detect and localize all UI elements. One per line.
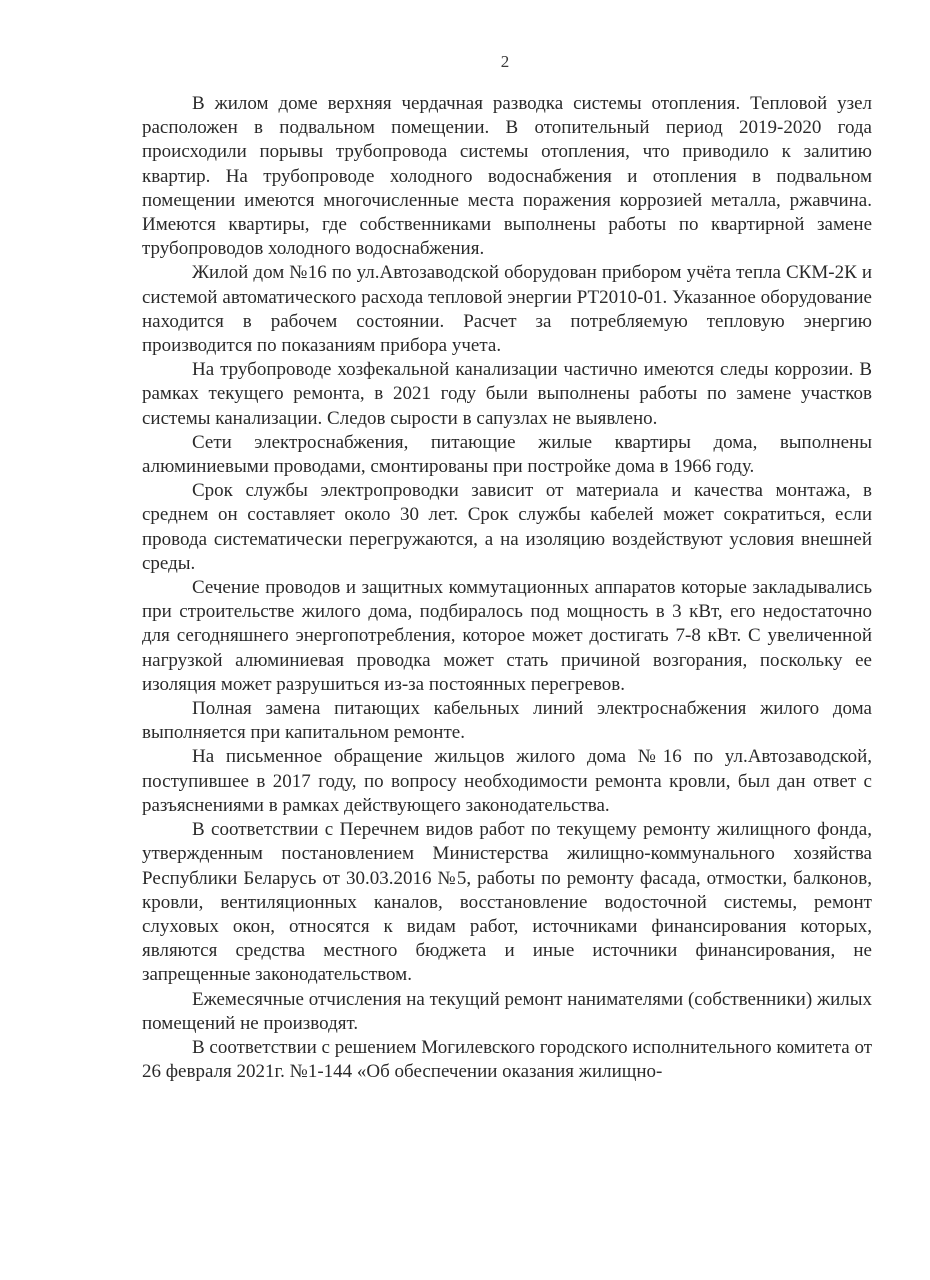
paragraph-sewerage: На трубопроводе хозфекальной канализации частично имеются следы коррозии. В рамках текущего ремонта, в 2021 году были выполнены работы по замене участков системы канализации. Следов сырости в сапузлах не выявлено. [142,359,872,429]
paragraph-cable-replacement: Полная замена питающих кабельных линий электроснабжения жилого дома выполняется при капитальном ремонте. [142,698,872,744]
paragraph-wire-cross-section: Сечение проводов и защитных коммутационных аппаратов которые закладывались при строительстве жилого дома, подбиралось под мощность в 3 кВт, его недостаточно для сегодняшнего энергопотребления, которое может достигать 7-8 кВт. С увеличенной нагрузкой алюминиевая проводка может стать причиной возгорания, поскольку ее изоляция может разрушиться из-за постоянных перегревов. [142,577,872,695]
page-number: 2 [500,52,510,71]
paragraph-heat-meter: Жилой дом №16 по ул.Автозаводской оборудован прибором учёта тепла СКМ-2К и системой автоматического расхода тепловой энергии РТ2010-01. Указанное оборудование находится в рабочем состоянии. Расчет за потребляемую тепловую энергию производится по показаниям прибора учета. [142,262,872,357]
paragraph-roof-appeal: На письменное обращение жильцов жилого дома №16 по ул.Автозаводской, поступившее в 2017 году, по вопросу необходимости ремонта кровли, был дан ответ с разъяснениями в рамках действующего законодательства. [142,746,872,816]
document-body [142,92,872,1084]
paragraph-power-networks: Сети электроснабжения, питающие жилые квартиры дома, выполнены алюминиевыми проводами, смонтированы при постройке дома в 1966 году. [142,431,872,478]
paragraph-wiring-lifetime: Срок службы электропроводки зависит от материала и качества монтажа, в среднем он составляет около 30 лет. Срок службы кабелей может сократиться, если провода систематически перегружаются, а на изоляцию воздействуют условия внешней среды. [142,480,872,574]
paragraph-monthly-deductions: Ежемесячные отчисления на текущий ремонт нанимателями (собственники) жилых помещений не производят. [142,988,872,1034]
paragraph-repair-list: В соответствии с Перечнем видов работ по текущему ремонту жилищного фонда, утвержденным постановлением Министерства жилищно-коммунального хозяйства Республики Беларусь от 30.03.2016 №5, работы по ремонту фасада, отмостки, балконов, кровли, вентиляционных каналов, восстановление водосточной системы, ремонт слуховых окон, относятся к видам работ, источниками финансирования которых, являются средства местного бюджета и иные источники финансирования, не запрещенные законодательством. [142,819,872,986]
paragraph-heating-system: В жилом доме верхняя чердачная разводка системы отопления. Тепловой узел расположен в подвальном помещении. В отопительный период 2019-2020 года происходили порывы трубопровода системы отопления, что приводило к залитию квартир. На трубопроводе холодного водоснабжения и отопления в подвальном помещении имеются многочисленные места поражения коррозией металла, ржавчина. Имеются квартиры, где собственниками выполнены работы по квартирной замене трубопроводов холодного водоснабжения. [142,93,872,260]
paragraph-city-committee-decision: В соответствии с решением Могилевского городского исполнительного комитета от 26 февраля 2021г. №1-144 «Об обеспечении оказания жилищно- [142,1036,872,1083]
